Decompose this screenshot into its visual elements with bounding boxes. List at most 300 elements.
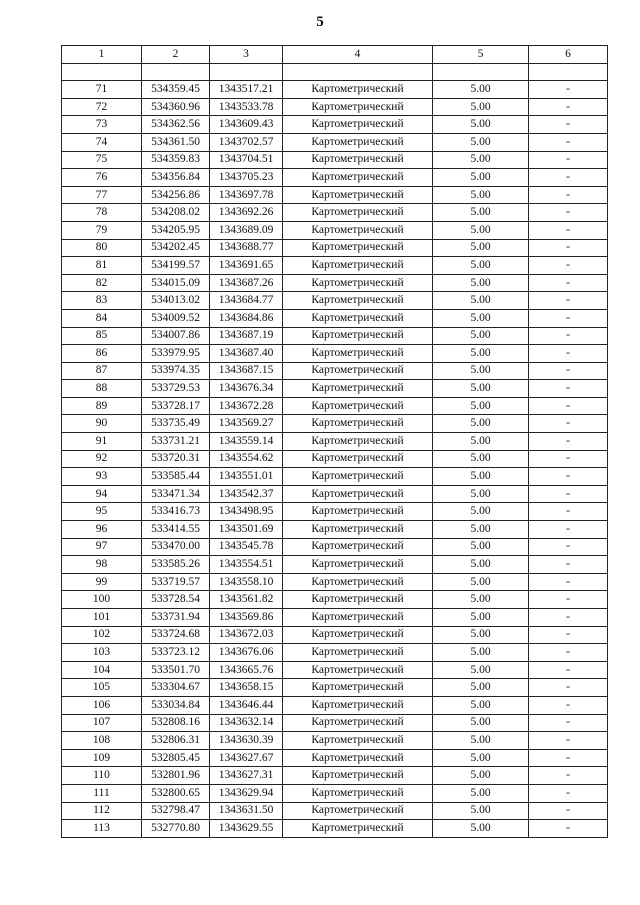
table-cell: Картометрический [283,609,433,627]
table-cell: - [529,169,608,187]
table-cell: 1343627.31 [210,767,283,785]
table-row [62,151,608,169]
table-cell: 5.00 [433,257,529,275]
table-cell: Картометрический [283,345,433,363]
table-row [62,345,608,363]
table-cell: 5.00 [433,274,529,292]
table-cell: 533735.49 [142,415,210,433]
table-cell: 532800.65 [142,784,210,802]
table-cell: - [529,186,608,204]
table-cell: 5.00 [433,732,529,750]
table-row [62,503,608,521]
table-cell: 1343569.86 [210,609,283,627]
table-cell: Картометрический [283,573,433,591]
table-cell: 1343687.26 [210,274,283,292]
table-cell: 533723.12 [142,644,210,662]
table-cell: Картометрический [283,81,433,99]
table-cell: 77 [62,186,142,204]
table-cell: 5.00 [433,81,529,99]
table-row [62,784,608,802]
table-cell: - [529,661,608,679]
table-cell: 99 [62,573,142,591]
table-row [62,485,608,503]
table-cell: 5.00 [433,696,529,714]
table-cell: 86 [62,345,142,363]
table-cell: 1343558.10 [210,573,283,591]
table-cell: Картометрический [283,503,433,521]
table-cell: 1343609.43 [210,116,283,134]
table-cell: 533731.94 [142,609,210,627]
table-row [62,309,608,327]
table-cell: 72 [62,98,142,116]
table-cell: 5.00 [433,98,529,116]
table-cell: 5.00 [433,186,529,204]
table-cell: Картометрический [283,714,433,732]
table-cell: Картометрический [283,362,433,380]
table-cell: 5.00 [433,661,529,679]
table-cell: - [529,274,608,292]
table-row [62,732,608,750]
table-cell: 5.00 [433,591,529,609]
table-row [62,749,608,767]
table-cell: 90 [62,415,142,433]
table-row [62,767,608,785]
table-cell: 5.00 [433,626,529,644]
table-cell: 1343684.86 [210,309,283,327]
table-cell: - [529,485,608,503]
table-cell: 1343692.26 [210,204,283,222]
table-cell: 75 [62,151,142,169]
table-cell: - [529,679,608,697]
table-row [62,133,608,151]
table-cell: 5.00 [433,415,529,433]
table-cell: - [529,784,608,802]
table-cell: 5.00 [433,749,529,767]
table-cell: 85 [62,327,142,345]
table-row [62,802,608,820]
table-cell: 533585.44 [142,468,210,486]
table-cell: 1343705.23 [210,169,283,187]
table-cell: 88 [62,380,142,398]
table-row [62,239,608,257]
table-cell: Картометрический [283,415,433,433]
table-cell: 5.00 [433,345,529,363]
table-cell: 532798.47 [142,802,210,820]
table-cell: 5.00 [433,556,529,574]
table-cell: 534361.50 [142,133,210,151]
table-cell: 533471.34 [142,485,210,503]
table-cell: 89 [62,397,142,415]
table-row [62,81,608,99]
table-cell: 5.00 [433,239,529,257]
table-cell: 533731.21 [142,433,210,451]
table-cell: - [529,609,608,627]
table-cell: 1343559.14 [210,433,283,451]
table-cell: - [529,538,608,556]
table-cell: - [529,521,608,539]
table-cell: 76 [62,169,142,187]
table-cell: 73 [62,116,142,134]
table-cell: Картометрический [283,485,433,503]
table-cell: 1343517.21 [210,81,283,99]
table-header-row [62,46,608,64]
table-cell: 533416.73 [142,503,210,521]
table-cell: 81 [62,257,142,275]
table-cell: 532806.31 [142,732,210,750]
table-cell: 1343627.67 [210,749,283,767]
table-cell: 534205.95 [142,221,210,239]
table-cell: Картометрический [283,767,433,785]
table-row [62,169,608,187]
table-cell: 1343676.34 [210,380,283,398]
table-cell: 1343689.09 [210,221,283,239]
table-cell: Картометрический [283,661,433,679]
table-cell: Картометрический [283,133,433,151]
table-cell: - [529,415,608,433]
table-cell: Картометрический [283,626,433,644]
table-cell: Картометрический [283,802,433,820]
table-cell: 534015.09 [142,274,210,292]
table-cell: 5.00 [433,133,529,151]
table-cell: 533728.54 [142,591,210,609]
table-cell: 5.00 [433,468,529,486]
table-row [62,714,608,732]
table-cell: 5.00 [433,380,529,398]
table-cell: Картометрический [283,151,433,169]
table-row [62,573,608,591]
table-cell: 74 [62,133,142,151]
page-number: 5 [316,14,324,30]
table-cell: 1343704.51 [210,151,283,169]
table-cell: 1343672.03 [210,626,283,644]
table-cell: 5.00 [433,820,529,838]
table-cell: 1343554.51 [210,556,283,574]
table-cell: 109 [62,749,142,767]
table-cell: 5.00 [433,573,529,591]
table-cell: - [529,696,608,714]
table-cell: 5.00 [433,644,529,662]
table-cell: 5.00 [433,609,529,627]
table-cell: - [529,573,608,591]
table-cell: 5.00 [433,362,529,380]
table-cell: 1343631.50 [210,802,283,820]
table-cell: Картометрический [283,591,433,609]
table-cell: 1343691.65 [210,257,283,275]
table-cell: 1343672.28 [210,397,283,415]
table-cell: 533979.95 [142,345,210,363]
table-cell: 533720.31 [142,450,210,468]
table-row [62,257,608,275]
table-row [62,450,608,468]
table-cell: 1343684.77 [210,292,283,310]
table-cell: - [529,309,608,327]
table-cell: 106 [62,696,142,714]
table-cell: 5.00 [433,433,529,451]
table-cell: 534208.02 [142,204,210,222]
table-cell: - [529,221,608,239]
table-cell: 1343545.78 [210,538,283,556]
table-cell: 532770.80 [142,820,210,838]
table-cell: 533729.53 [142,380,210,398]
table-cell: 1343551.01 [210,468,283,486]
table-cell: 100 [62,591,142,609]
table-cell: Картометрический [283,204,433,222]
table-cell: - [529,749,608,767]
table-cell: 5.00 [433,679,529,697]
table-cell: 1343658.15 [210,679,283,697]
table-cell: 533724.68 [142,626,210,644]
table-cell: Картометрический [283,274,433,292]
table-cell: 79 [62,221,142,239]
column-header: 1 [62,46,142,64]
table-cell: 107 [62,714,142,732]
table-cell: Картометрический [283,732,433,750]
table-row [62,468,608,486]
table-cell: Картометрический [283,784,433,802]
table-cell: 91 [62,433,142,451]
table-cell: - [529,732,608,750]
table-cell: - [529,327,608,345]
table-cell: Картометрический [283,749,433,767]
table-cell: - [529,380,608,398]
table-cell: 5.00 [433,221,529,239]
table-cell: 112 [62,802,142,820]
table-row [62,591,608,609]
table-cell: - [529,345,608,363]
table-cell: 83 [62,292,142,310]
table-cell: - [529,397,608,415]
table-cell: - [529,98,608,116]
table-cell: 533728.17 [142,397,210,415]
table-cell: 113 [62,820,142,838]
table-row [62,186,608,204]
table-cell: - [529,626,608,644]
table-cell: 84 [62,309,142,327]
table-cell: 110 [62,767,142,785]
table-cell: 1343542.37 [210,485,283,503]
table-cell: 1343561.82 [210,591,283,609]
table-cell: 87 [62,362,142,380]
table-cell: 101 [62,609,142,627]
column-header: 2 [142,46,210,64]
table-cell: 533414.55 [142,521,210,539]
table-cell: 1343702.57 [210,133,283,151]
table-cell: 5.00 [433,503,529,521]
table-cell: 111 [62,784,142,802]
table-cell: 533470.00 [142,538,210,556]
table-cell: 1343632.14 [210,714,283,732]
table-cell: 1343533.78 [210,98,283,116]
table-cell: 1343501.69 [210,521,283,539]
table-row [62,433,608,451]
table-cell: Картометрический [283,696,433,714]
table-cell: Картометрический [283,521,433,539]
table-cell: 534009.52 [142,309,210,327]
table-cell: Картометрический [283,679,433,697]
table-cell: - [529,204,608,222]
table-cell: 534362.56 [142,116,210,134]
table-cell: 1343687.40 [210,345,283,363]
table-row [62,98,608,116]
table-cell: Картометрический [283,327,433,345]
table-cell: Картометрический [283,186,433,204]
table-cell: 94 [62,485,142,503]
table-cell: Картометрический [283,556,433,574]
table-cell: - [529,362,608,380]
table-row [62,116,608,134]
table-cell: Картометрический [283,468,433,486]
table-cell: 534359.45 [142,81,210,99]
table-row [62,327,608,345]
table-cell: - [529,503,608,521]
table-cell: 1343629.55 [210,820,283,838]
table-cell: Картометрический [283,116,433,134]
table-cell: - [529,802,608,820]
table-cell: 1343554.62 [210,450,283,468]
table-cell: 533304.67 [142,679,210,697]
table-cell: 533585.26 [142,556,210,574]
table-row [62,362,608,380]
table-row [62,609,608,627]
table-cell: - [529,116,608,134]
table-cell: 5.00 [433,204,529,222]
table-row [62,397,608,415]
table-row [62,380,608,398]
table-cell: Картометрический [283,98,433,116]
table-cell: 532805.45 [142,749,210,767]
table-cell: 1343687.19 [210,327,283,345]
table-cell: 5.00 [433,802,529,820]
table-cell: 1343630.39 [210,732,283,750]
table-cell: 78 [62,204,142,222]
table-cell: 5.00 [433,327,529,345]
table-cell: 534360.96 [142,98,210,116]
table-cell: Картометрический [283,169,433,187]
table-cell: 5.00 [433,292,529,310]
table-row [62,415,608,433]
table-empty-row [62,63,608,81]
table-cell: 5.00 [433,309,529,327]
table-row [62,274,608,292]
table-cell: 5.00 [433,485,529,503]
table-cell: 534202.45 [142,239,210,257]
table-cell: 5.00 [433,714,529,732]
table-cell: 533034.84 [142,696,210,714]
table-cell: Картометрический [283,397,433,415]
table-cell: - [529,644,608,662]
column-header: 5 [433,46,529,64]
table-cell: 92 [62,450,142,468]
table-cell: 1343665.76 [210,661,283,679]
table-cell: Картометрический [283,221,433,239]
table-cell: 1343676.06 [210,644,283,662]
table-cell: 1343688.77 [210,239,283,257]
table-cell: 5.00 [433,116,529,134]
table-cell: Картометрический [283,450,433,468]
table-cell: 1343646.44 [210,696,283,714]
table-cell: 1343498.95 [210,503,283,521]
table-cell: 97 [62,538,142,556]
table-row [62,820,608,838]
table-row [62,538,608,556]
table-cell: 1343629.94 [210,784,283,802]
table-cell: - [529,257,608,275]
table-cell: 534359.83 [142,151,210,169]
table-row [62,679,608,697]
table-cell: 5.00 [433,784,529,802]
table-cell: 534007.86 [142,327,210,345]
table-cell: Картометрический [283,309,433,327]
table-cell: 5.00 [433,521,529,539]
table-cell: 105 [62,679,142,697]
table-cell: 534356.84 [142,169,210,187]
table-cell: 534199.57 [142,257,210,275]
table-cell: 5.00 [433,397,529,415]
table-row [62,661,608,679]
table-cell: - [529,433,608,451]
table-cell: - [529,239,608,257]
table-cell: Картометрический [283,433,433,451]
table-cell: 80 [62,239,142,257]
table-cell: - [529,767,608,785]
table-cell: - [529,556,608,574]
table-cell: 1343687.15 [210,362,283,380]
coordinates-table [61,45,608,838]
table-cell: 1343697.78 [210,186,283,204]
table-cell: 5.00 [433,169,529,187]
table-cell: 5.00 [433,151,529,169]
table-cell: 103 [62,644,142,662]
table-row [62,696,608,714]
table-cell: 71 [62,81,142,99]
table-cell: 82 [62,274,142,292]
table-cell: - [529,151,608,169]
table-cell: 533501.70 [142,661,210,679]
table-row [62,292,608,310]
table-cell: - [529,133,608,151]
table-cell: 534256.86 [142,186,210,204]
table-row [62,204,608,222]
table-cell: Картометрический [283,239,433,257]
table-cell: 533719.57 [142,573,210,591]
table-row [62,521,608,539]
table-cell: Картометрический [283,257,433,275]
table-cell: - [529,292,608,310]
table-cell: - [529,591,608,609]
table-row [62,556,608,574]
table-cell: 5.00 [433,767,529,785]
table-cell: - [529,820,608,838]
column-header: 6 [529,46,608,64]
table-cell: Картометрический [283,538,433,556]
table-cell: - [529,450,608,468]
table-cell: 93 [62,468,142,486]
table-cell: 533974.35 [142,362,210,380]
table-cell: 5.00 [433,538,529,556]
table-cell: Картометрический [283,380,433,398]
table-cell: 1343569.27 [210,415,283,433]
table-cell: - [529,468,608,486]
table-cell: 95 [62,503,142,521]
table-cell: 534013.02 [142,292,210,310]
table-row [62,644,608,662]
table-cell: 104 [62,661,142,679]
table-cell: 98 [62,556,142,574]
table-cell: - [529,714,608,732]
table-cell: Картометрический [283,644,433,662]
table-cell: Картометрический [283,820,433,838]
table-cell: 108 [62,732,142,750]
